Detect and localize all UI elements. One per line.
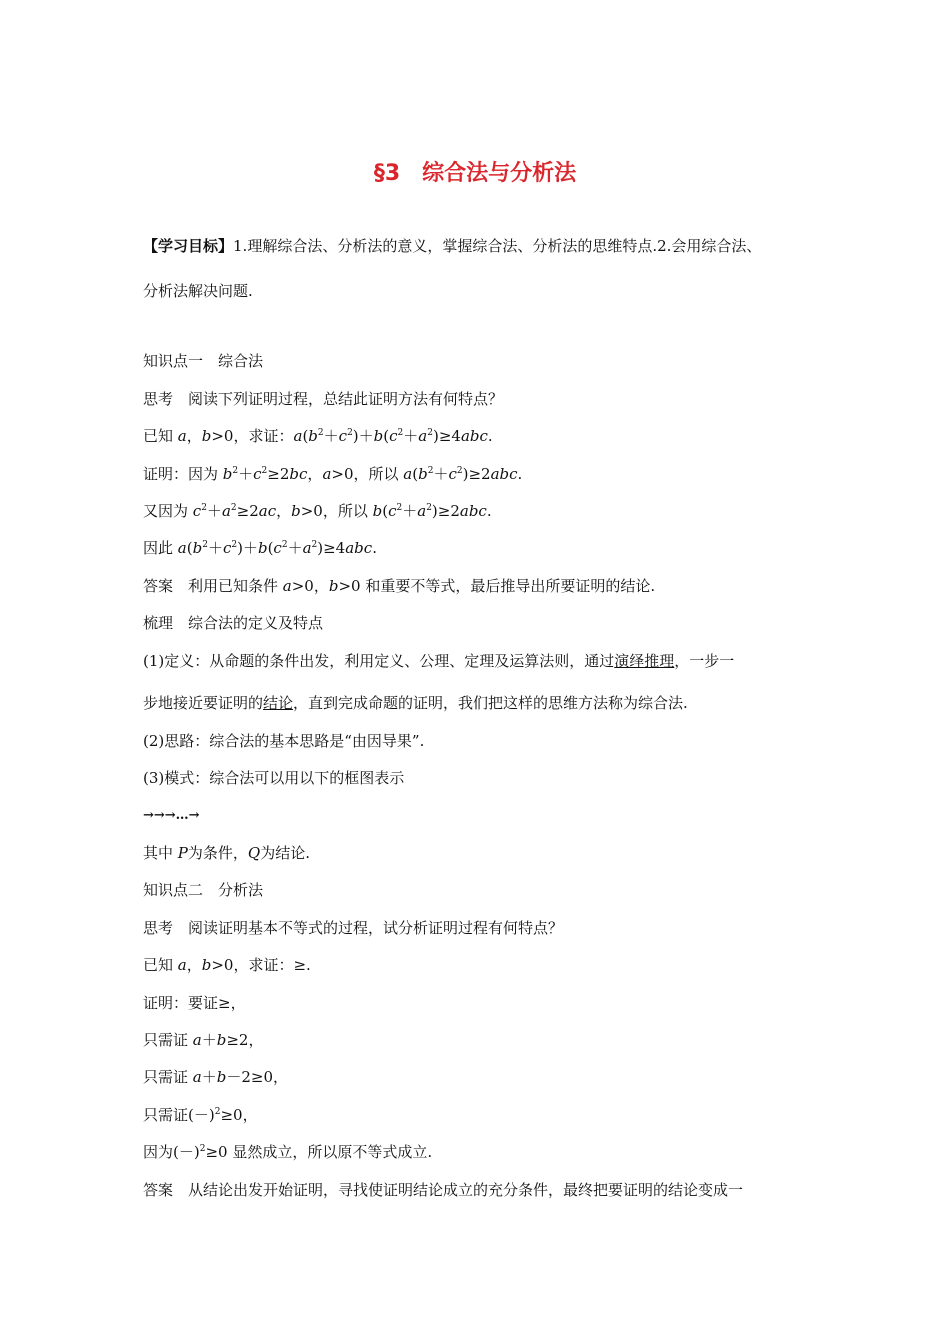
proof-step: 证明：要证≥，	[143, 994, 246, 1012]
proof-step: 又因为 $c^2+a^2\ge 2ac$，b>0，所以 $b(c^2+a^2)\ge 2abc$.	[143, 502, 492, 520]
proof-step: 只需证$(-)^2\ge 0$，	[143, 1106, 258, 1124]
proof-step: 只需证 a＋b－2≥0，	[143, 1068, 289, 1086]
underlined-term: 演绎推理	[614, 652, 675, 670]
section-heading-analysis: 知识点二 分析法	[143, 881, 264, 899]
learning-objective-cont: 分析法解决问题.	[143, 282, 253, 300]
objective-label: 【学习目标】	[143, 237, 234, 255]
proof-conclusion: 因此 $a(b^2+c^2)+b(c^2+a^2)\ge 4abc$.	[143, 539, 377, 557]
page-title: §3 综合法与分析法	[373, 161, 577, 186]
mode-text: (3)模式：综合法可以用以下的框图表示	[143, 769, 405, 787]
flow-arrows: →→→…→	[143, 808, 200, 823]
think-prompt: 思考 阅读证明基本不等式的过程，试分析证明过程有何特点？	[143, 919, 564, 937]
learning-objective	[143, 236, 843, 256]
answer-text: 答案 从结论出发开始证明，寻找使证明结论成立的充分条件，最终把要证明的结论变成一	[143, 1181, 744, 1199]
review-heading: 梳理 综合法的定义及特点	[143, 614, 324, 632]
proof-step: 只需证 a＋b≥2，	[143, 1031, 264, 1049]
objective-text: 1.理解综合法、分析法的意义，掌握综合法、分析法的思维特点.2.会用综合法、	[233, 237, 762, 255]
answer-text: 答案 利用已知条件 a>0，b>0 和重要不等式，最后推导出所要证明的结论.	[143, 577, 656, 595]
proof-step: 证明：因为 $b^2+c^2\ge 2bc$，a>0，所以 $a(b^2+c^2)\ge 2abc$.	[143, 465, 523, 483]
idea-text: (2)思路：综合法的基本思路是“由因导果”.	[143, 732, 425, 750]
given-statement: 已知 a，b>0，求证：$a(b^2+c^2)+b(c^2+a^2)\ge 4abc$.	[143, 427, 493, 445]
definition-text-cont: 步地接近要证明的结论，直到完成命题的证明，我们把这样的思维方法称为综合法.	[143, 694, 688, 712]
given-statement: 已知 a，b>0，求证：≥.	[143, 956, 311, 974]
think-prompt: 思考 阅读下列证明过程，总结此证明方法有何特点？	[143, 390, 504, 408]
section-heading-synthesis: 知识点一 综合法	[143, 352, 264, 370]
where-text: 其中 P为条件，Q为结论.	[143, 844, 310, 862]
underlined-term: 结论	[263, 694, 294, 712]
proof-conclusion: 因为$(-)^2\ge 0$ 显然成立，所以原不等式成立.	[143, 1143, 433, 1161]
definition-text: (1)定义：从命题的条件出发，利用定义、公理、定理及运算法则，通过演绎推理，一步一	[143, 652, 735, 670]
